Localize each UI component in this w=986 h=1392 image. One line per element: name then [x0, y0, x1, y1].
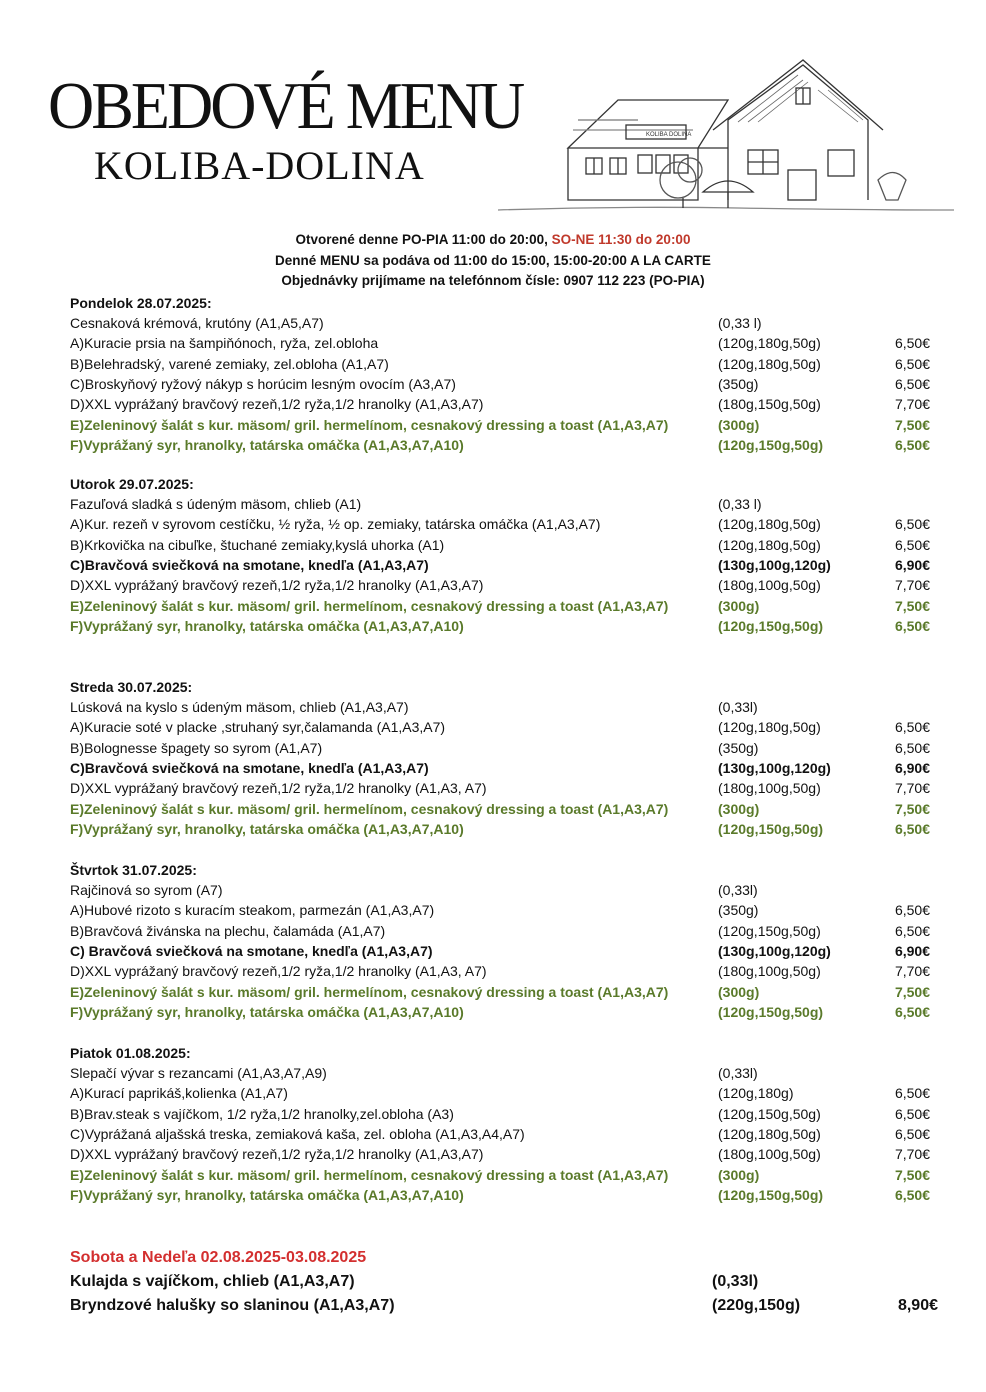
- weekend-item-name: Kulajda s vajíčkom, chlieb (A1,A3,A7): [70, 1273, 355, 1290]
- menu-item-price: 6,50€: [894, 1003, 930, 1020]
- menu-item-weight: (180g,150g,50g): [718, 396, 821, 413]
- menu-item: [70, 354, 940, 374]
- menu-item: [70, 333, 940, 353]
- menu-item-name: Cesnaková krémová, krutóny (A1,A5,A7): [70, 315, 324, 331]
- menu-item-weight: (120g,180g,50g): [718, 355, 821, 372]
- day-title: Pondelok 28.07.2025:: [70, 295, 212, 311]
- menu-item-weight: (120g,150g,50g): [718, 1186, 824, 1203]
- menu-item: [70, 1063, 940, 1083]
- day-title: Štvrtok 31.07.2025:: [70, 862, 197, 878]
- menu-item-price: 7,50€: [894, 597, 930, 614]
- menu-item-name: C)Vyprážaná aljašská treska, zemiaková kaša, zel. obloha (A1,A3,A4,A7): [70, 1125, 525, 1142]
- menu-item: [70, 778, 940, 798]
- restaurant-name: KOLIBA-DOLINA: [94, 143, 425, 188]
- day-title: Piatok 01.08.2025:: [70, 1045, 191, 1061]
- menu-item-name: E)Zeleninový šalát s kur. mäsom/ gril. hermelínom, cesnakový dressing a toast (A1,A3,A7): [70, 416, 669, 433]
- menu-item: [70, 616, 940, 636]
- menu-item-name: F)Vyprážaný syr, hranolky, tatárska omáčka (A1,A3,A7,A10): [70, 820, 464, 837]
- menu-item-weight: (180g,100g,50g): [718, 577, 821, 594]
- menu-item-weight: (120g,150g,50g): [718, 922, 821, 939]
- menu-item-name: D)XXL vyprážaný bravčový rezeň,1/2 ryža,1/2 hranolky (A1,A3,A7): [70, 396, 484, 413]
- menu-item-name: E)Zeleninový šalát s kur. mäsom/ gril. hermelínom, cesnakový dressing a toast (A1,A3,A7): [70, 800, 669, 817]
- menu-item-name: D)XXL vyprážaný bravčový rezeň,1/2 ryža,1/2 hranolky (A1,A3, A7): [70, 780, 487, 797]
- menu-item-name: F)Vyprážaný syr, hranolky, tatárska omáčka (A1,A3,A7,A10): [70, 436, 464, 453]
- menu-item-name: E)Zeleninový šalát s kur. mäsom/ gril. hermelínom, cesnakový dressing a toast (A1,A3,A7): [70, 597, 669, 614]
- menu-item: [70, 1165, 940, 1185]
- menu-item-price: 7,70€: [894, 780, 930, 797]
- menu-item-name: A)Kurací paprikáš,kolienka (A1,A7): [70, 1085, 288, 1102]
- menu-item: [70, 738, 940, 758]
- menu-item-weight: (0,33l): [718, 882, 758, 898]
- menu-serving-hours: Denné MENU sa podáva od 11:00 do 15:00, 15:00-20:00 A LA CARTE: [275, 253, 711, 268]
- menu-item-weight: (180g,100g,50g): [718, 780, 821, 797]
- menu-item: [70, 799, 940, 819]
- menu-item-weight: (120g,180g): [718, 1085, 794, 1102]
- menu-item: [70, 494, 940, 514]
- menu-item-name: A)Kuracie soté v placke ,struhaný syr,čalamanda (A1,A3,A7): [70, 719, 446, 736]
- menu-item-weight: (120g,150g,50g): [718, 1003, 824, 1020]
- menu-item-price: 7,50€: [894, 800, 930, 817]
- menu-item: [70, 1185, 940, 1205]
- menu-item-name: F)Vyprážaný syr, hranolky, tatárska omáčka (A1,A3,A7,A10): [70, 1003, 464, 1020]
- menu-item-name: Fazuľová sladká s údeným mäsom, chlieb (A1): [70, 496, 362, 512]
- weekend-item-weight: (220g,150g): [712, 1297, 801, 1314]
- menu-item-name: F)Vyprážaný syr, hranolky, tatárska omáčka (A1,A3,A7,A10): [70, 1186, 464, 1203]
- menu-item-price: 6,50€: [894, 516, 930, 533]
- menu-item-price: 6,50€: [894, 739, 930, 756]
- menu-item-weight: (0,33l): [718, 699, 758, 715]
- menu-item-price: 6,50€: [894, 617, 930, 634]
- menu-item-weight: (300g): [718, 597, 760, 614]
- menu-item-name: A)Kuracie prsia na šampiňónoch, ryža, zel.obloha: [70, 335, 379, 352]
- menu-item-price: 7,70€: [894, 963, 930, 980]
- opening-hours-weekday: Otvorené denne PO-PIA 11:00 do 20:00,: [295, 232, 548, 247]
- menu-item-name: B)Brav.steak s vajíčkom, 1/2 ryža,1/2 hranolky,zel.obloha (A3): [70, 1105, 454, 1122]
- menu-item-name: Lúsková na kyslo s údeným mäsom, chlieb (A1,A3,A7): [70, 699, 409, 715]
- menu-item-weight: (120g,180g,50g): [718, 1125, 821, 1142]
- menu-item-price: 6,50€: [894, 820, 930, 837]
- menu-item: [70, 697, 940, 717]
- menu-item-price: 6,50€: [894, 922, 930, 939]
- menu-item: [70, 1002, 940, 1022]
- menu-item-name: C)Broskyňový ryžový nákyp s horúcim lesným ovocím (A3,A7): [70, 375, 456, 392]
- weekend-title: Sobota a Nedeľa 02.08.2025-03.08.2025: [70, 1249, 367, 1266]
- menu-item-weight: (120g,150g,50g): [718, 1105, 821, 1122]
- menu-item-price: 6,50€: [894, 436, 930, 453]
- menu-item-name: D)XXL vyprážaný bravčový rezeň,1/2 ryža,1/2 hranolky (A1,A3,A7): [70, 577, 484, 594]
- menu-item-name: D)XXL vyprážaný bravčový rezeň,1/2 ryža,1/2 hranolky (A1,A3,A7): [70, 1146, 484, 1163]
- menu-item: [70, 575, 940, 595]
- menu-item-weight: (350g): [718, 375, 759, 392]
- menu-item-price: 6,50€: [894, 719, 930, 736]
- menu-item-name: Rajčinová so syrom (A7): [70, 882, 223, 898]
- menu-item-price: 6,50€: [894, 335, 930, 352]
- opening-hours: [0, 230, 986, 250]
- menu-item-price: 7,50€: [894, 416, 930, 433]
- menu-item-weight: (0,33 l): [718, 315, 762, 331]
- menu-item-price: 6,50€: [894, 1125, 930, 1142]
- day-title: Streda 30.07.2025:: [70, 679, 193, 695]
- menu-item-price: 6,50€: [894, 1085, 930, 1102]
- menu-item: [70, 435, 940, 455]
- menu-item-weight: (120g,180g,50g): [718, 536, 821, 553]
- menu-item-price: 6,50€: [894, 1105, 930, 1122]
- menu-item: [70, 313, 940, 333]
- menu-item: [70, 394, 940, 414]
- menu-item-weight: (300g): [718, 983, 760, 1000]
- menu-item-weight: (120g,180g,50g): [718, 516, 821, 533]
- menu-item: [70, 982, 940, 1002]
- menu-item-price: 7,50€: [894, 983, 930, 1000]
- menu-item: [70, 415, 940, 435]
- cottage-sign-text: KOLIBA DOLINA: [646, 132, 692, 138]
- menu-item-weight: (180g,100g,50g): [718, 1146, 821, 1163]
- menu-item: [70, 921, 940, 941]
- menu-item-price: 6,50€: [894, 375, 930, 392]
- menu-item-weight: (300g): [718, 1166, 760, 1183]
- menu-item-weight: (130g,100g,120g): [718, 942, 831, 959]
- weekend-menu-item: [70, 1295, 940, 1317]
- menu-item-weight: (120g,150g,50g): [718, 436, 824, 453]
- menu-item-weight: (120g,180g,50g): [718, 719, 821, 736]
- menu-item-name: Slepačí vývar s rezancami (A1,A3,A7,A9): [70, 1065, 327, 1081]
- menu-item-price: 6,50€: [894, 355, 930, 372]
- menu-item-name: A)Kur. rezeň v syrovom cestíčku, ½ ryža, ½ op. zemiaky, tatárska omáčka (A1,A3,A7): [70, 516, 601, 533]
- weekend-item-price: 8,90€: [897, 1297, 938, 1314]
- menu-item: [70, 374, 940, 394]
- menu-item-price: 6,90€: [894, 759, 930, 776]
- menu-item-weight: (0,33l): [718, 1065, 758, 1081]
- menu-item-name: C) Bravčová sviečková na smotane, knedľa (A1,A3,A7): [70, 942, 433, 959]
- menu-item-weight: (300g): [718, 800, 760, 817]
- menu-item-weight: (130g,100g,120g): [718, 556, 831, 573]
- menu-item: [70, 880, 940, 900]
- menu-item-name: B)Bolognesse špagety so syrom (A1,A7): [70, 739, 323, 756]
- menu-item-price: 6,90€: [894, 942, 930, 959]
- menu-item-price: 7,50€: [894, 1166, 930, 1183]
- menu-item-price: 6,50€: [894, 902, 930, 919]
- menu-item: [70, 717, 940, 737]
- menu-item: [70, 819, 940, 839]
- menu-item-weight: (180g,100g,50g): [718, 963, 821, 980]
- menu-item-name: B)Krkovička na cibuľke, štuchané zemiaky,kyslá uhorka (A1): [70, 536, 445, 553]
- menu-item: [70, 1083, 940, 1103]
- menu-item: [70, 555, 940, 575]
- menu-item: [70, 514, 940, 534]
- menu-item-price: 7,70€: [894, 577, 930, 594]
- menu-item-name: B)Bravčová živánska na plechu, čalamáda (A1,A7): [70, 922, 386, 939]
- menu-item: [70, 1124, 940, 1144]
- menu-item-price: 6,90€: [894, 556, 930, 573]
- day-title: Utorok 29.07.2025:: [70, 476, 194, 492]
- menu-item: [70, 1104, 940, 1124]
- menu-item-price: 7,70€: [894, 396, 930, 413]
- menu-item-name: E)Zeleninový šalát s kur. mäsom/ gril. hermelínom, cesnakový dressing a toast (A1,A3,A7): [70, 983, 669, 1000]
- menu-item: [70, 941, 940, 961]
- menu-item-price: 7,70€: [894, 1146, 930, 1163]
- menu-item-weight: (120g,180g,50g): [718, 335, 821, 352]
- menu-item-name: E)Zeleninový šalát s kur. mäsom/ gril. hermelínom, cesnakový dressing a toast (A1,A3,A7): [70, 1166, 669, 1183]
- menu-item-weight: (300g): [718, 416, 760, 433]
- menu-item: [70, 1144, 940, 1164]
- menu-item-name: D)XXL vyprážaný bravčový rezeň,1/2 ryža,1/2 hranolky (A1,A3, A7): [70, 963, 487, 980]
- menu-item-weight: (120g,150g,50g): [718, 617, 824, 634]
- weekend-item-weight: (0,33l): [712, 1273, 759, 1290]
- menu-item-price: 6,50€: [894, 1186, 930, 1203]
- menu-item: [70, 961, 940, 981]
- menu-item-weight: (350g): [718, 739, 759, 756]
- order-phone: Objednávky prijímame na telefónnom čísle: 0907 112 223 (PO-PIA): [281, 273, 705, 288]
- menu-item-weight: (120g,150g,50g): [718, 820, 824, 837]
- weekend-menu-item: [70, 1271, 940, 1293]
- menu-item-name: C)Bravčová sviečková na smotane, knedľa (A1,A3,A7): [70, 759, 429, 776]
- menu-item-weight: (130g,100g,120g): [718, 759, 831, 776]
- menu-item: [70, 596, 940, 616]
- menu-item-name: F)Vyprážaný syr, hranolky, tatárska omáčka (A1,A3,A7,A10): [70, 617, 464, 634]
- menu-item: [70, 900, 940, 920]
- menu-item-name: B)Belehradský, varené zemiaky, zel.obloha (A1,A7): [70, 355, 389, 372]
- menu-item: [70, 535, 940, 555]
- menu-item: [70, 758, 940, 778]
- menu-item-weight: (0,33 l): [718, 496, 762, 512]
- weekend-item-name: Bryndzové halušky so slaninou (A1,A3,A7): [70, 1297, 395, 1314]
- menu-item-price: 6,50€: [894, 536, 930, 553]
- opening-hours-weekend: SO-NE 11:30 do 20:00: [551, 232, 691, 247]
- page-title: OBEDOVÉ MENU: [48, 68, 523, 143]
- menu-item-name: A)Hubové rizoto s kuracím steakom, parmezán (A1,A3,A7): [70, 902, 435, 919]
- cottage-sketch-illustration: [498, 30, 954, 220]
- menu-item-weight: (350g): [718, 902, 759, 919]
- menu-item-name: C)Bravčová sviečková na smotane, knedľa (A1,A3,A7): [70, 556, 429, 573]
